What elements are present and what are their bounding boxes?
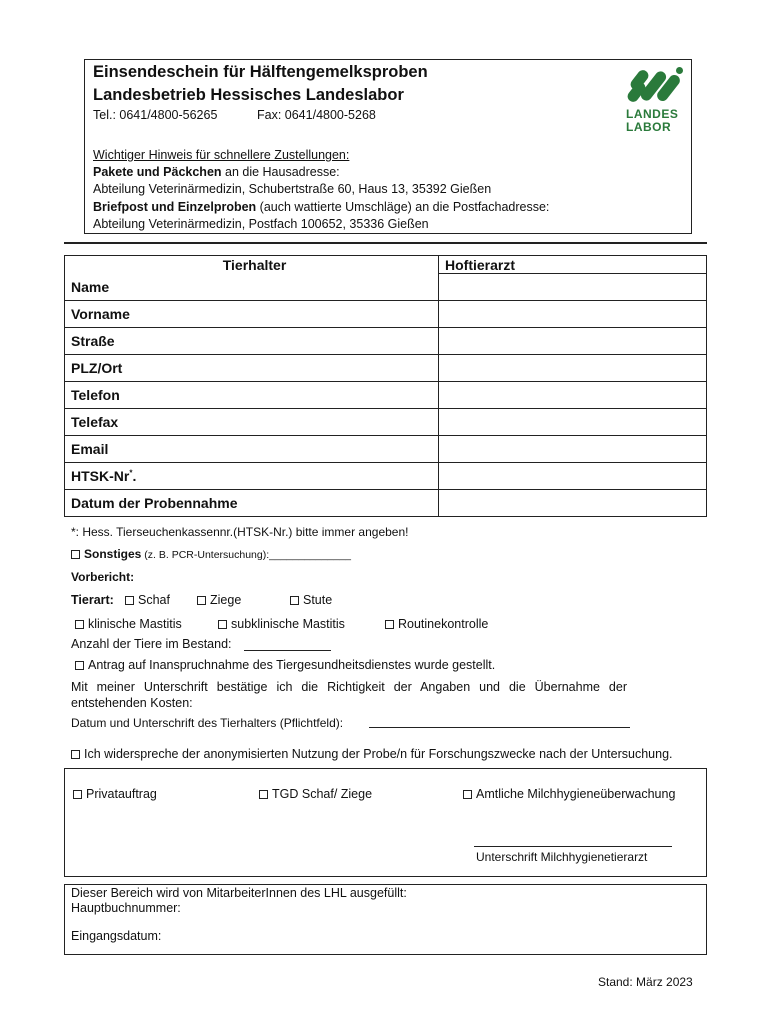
checkbox-icon[interactable] xyxy=(218,620,227,629)
input-cell[interactable] xyxy=(439,301,707,328)
option-subklinische-mastitis[interactable] xyxy=(218,617,345,631)
notice-heading: Wichtiger Hinweis für schnellere Zustellungen: xyxy=(93,148,350,162)
checkbox-icon[interactable] xyxy=(385,620,394,629)
option-label: subklinische Mastitis xyxy=(231,617,345,631)
row-label: Email xyxy=(65,436,439,463)
table-row xyxy=(65,328,707,355)
checkbox-icon[interactable] xyxy=(71,750,80,759)
table-row xyxy=(65,355,707,382)
vet-signature-label: Unterschrift Milchhygienetierarzt xyxy=(476,850,648,864)
version-date: Stand: März 2023 xyxy=(598,975,693,989)
packages-label: Pakete und Päckchen xyxy=(93,165,222,179)
anzahl-input-line[interactable] xyxy=(244,650,331,651)
input-cell[interactable] xyxy=(439,328,707,355)
row-label: Telefax xyxy=(65,409,439,436)
vorbericht-label: Vorbericht: xyxy=(71,570,135,584)
option-label: Schaf xyxy=(138,593,170,607)
letters-text: (auch wattierte Umschläge) an die Postfachadresse: xyxy=(256,200,550,214)
confirm-text-line2: entstehenden Kosten: xyxy=(71,696,193,710)
table-row xyxy=(65,301,707,328)
input-cell[interactable] xyxy=(439,490,707,517)
widerspruch-label: Ich widerspreche der anonymisierten Nutzung der Probe/n für Forschungszwecke nach der Untersuchung. xyxy=(84,747,673,761)
eingangsdatum-label: Eingangsdatum: xyxy=(71,929,162,943)
signature-input-line[interactable] xyxy=(369,727,630,728)
row-label: Telefon xyxy=(65,382,439,409)
table-row xyxy=(65,274,707,301)
option-label: Stute xyxy=(303,593,333,607)
signature-label: Datum und Unterschrift des Tierhalters (Pflichtfeld): xyxy=(71,716,344,730)
header-hoftierarzt: Hoftierarzt xyxy=(439,256,707,274)
owner-vet-table xyxy=(64,255,707,517)
input-cell[interactable] xyxy=(439,409,707,436)
phone-number: Tel.: 0641/4800-56265 xyxy=(93,108,218,122)
checkbox-icon[interactable] xyxy=(197,596,206,605)
checkbox-icon[interactable] xyxy=(73,790,82,799)
table-row xyxy=(65,409,707,436)
checkbox-icon[interactable] xyxy=(75,620,84,629)
packages-text: an die Hausadresse: xyxy=(221,165,340,179)
confirm-text-line1: Mit meiner Unterschrift bestätige ich die Richtigkeit der Angaben und die Übernahme der xyxy=(71,680,627,694)
house-address: Abteilung Veterinärmedizin, Schubertstraße 60, Haus 13, 35392 Gießen xyxy=(93,182,492,196)
anzahl-label: Anzahl der Tiere im Bestand: xyxy=(71,637,232,651)
sonstiges-label: Sonstiges xyxy=(84,547,142,561)
letters-line xyxy=(93,200,549,214)
option-schaf[interactable] xyxy=(125,593,170,607)
landeslabor-logo xyxy=(626,65,688,137)
table-header-row xyxy=(65,256,707,274)
tierart-label: Tierart: xyxy=(71,593,114,607)
option-tgd[interactable] xyxy=(259,787,372,801)
antrag-label: Antrag auf Inanspruchnahme des Tiergesundheitsdienstes wurde gestellt. xyxy=(88,658,496,672)
antrag-checkbox-line[interactable] xyxy=(75,658,495,672)
row-label: Name xyxy=(65,274,439,301)
input-cell[interactable] xyxy=(439,436,707,463)
option-milchhygiene[interactable] xyxy=(463,787,675,801)
lab-note: Dieser Bereich wird von MitarbeiterInnen des LHL ausgefüllt: xyxy=(71,886,407,900)
input-cell[interactable] xyxy=(439,382,707,409)
post-address: Abteilung Veterinärmedizin, Postfach 100652, 35336 Gießen xyxy=(93,217,429,231)
checkbox-icon[interactable] xyxy=(125,596,134,605)
htsk-footnote-mark: * xyxy=(129,468,133,478)
checkbox-icon[interactable] xyxy=(463,790,472,799)
option-label: Privatauftrag xyxy=(86,787,157,801)
fax-number: Fax: 0641/4800-5268 xyxy=(257,108,376,122)
option-stute[interactable] xyxy=(290,593,332,607)
table-row xyxy=(65,382,707,409)
option-label: Amtliche Milchhygieneüberwachung xyxy=(476,787,676,801)
table-row xyxy=(65,490,707,517)
input-cell[interactable] xyxy=(439,463,707,490)
option-klinische-mastitis[interactable] xyxy=(75,617,182,631)
option-label: Routinekontrolle xyxy=(398,617,489,631)
row-label: Vorname xyxy=(65,301,439,328)
letters-label: Briefpost und Einzelproben xyxy=(93,200,257,214)
form-title: Einsendeschein für Hälftengemelksproben xyxy=(93,63,428,81)
sonstiges-line[interactable] xyxy=(71,547,351,561)
table-row xyxy=(65,436,707,463)
option-privatauftrag[interactable] xyxy=(73,787,157,801)
option-ziege[interactable] xyxy=(197,593,241,607)
logo-text-1: LANDES xyxy=(626,107,679,121)
footnote: *: Hess. Tierseuchenkassennr.(HTSK-Nr.) bitte immer angeben! xyxy=(71,525,409,539)
checkbox-icon[interactable] xyxy=(71,550,80,559)
row-label xyxy=(65,463,439,490)
widerspruch-checkbox-line[interactable] xyxy=(71,747,673,761)
logo-text-2: LABOR xyxy=(626,120,672,134)
sonstiges-detail: (z. B. PCR-Untersuchung):______________ xyxy=(141,549,351,561)
checkbox-icon[interactable] xyxy=(259,790,268,799)
row-label: Datum der Probennahme xyxy=(65,490,439,517)
header-tierhalter: Tierhalter xyxy=(65,256,439,274)
separator-line xyxy=(64,242,707,244)
option-routinekontrolle[interactable] xyxy=(385,617,488,631)
checkbox-icon[interactable] xyxy=(75,661,84,670)
option-label: TGD Schaf/ Ziege xyxy=(272,787,373,801)
row-label: PLZ/Ort xyxy=(65,355,439,382)
input-cell[interactable] xyxy=(439,355,707,382)
checkbox-icon[interactable] xyxy=(290,596,299,605)
htsk-label: HTSK-Nr xyxy=(71,468,130,484)
input-cell[interactable] xyxy=(439,274,707,301)
vet-signature-line[interactable] xyxy=(474,846,672,847)
htsk-dot: . xyxy=(132,468,137,484)
table-row xyxy=(65,463,707,490)
row-label: Straße xyxy=(65,328,439,355)
packages-line xyxy=(93,165,340,179)
hauptbuch-label: Hauptbuchnummer: xyxy=(71,901,181,915)
option-label: Ziege xyxy=(210,593,242,607)
lab-name: Landesbetrieb Hessisches Landeslabor xyxy=(93,86,404,104)
option-label: klinische Mastitis xyxy=(88,617,182,631)
